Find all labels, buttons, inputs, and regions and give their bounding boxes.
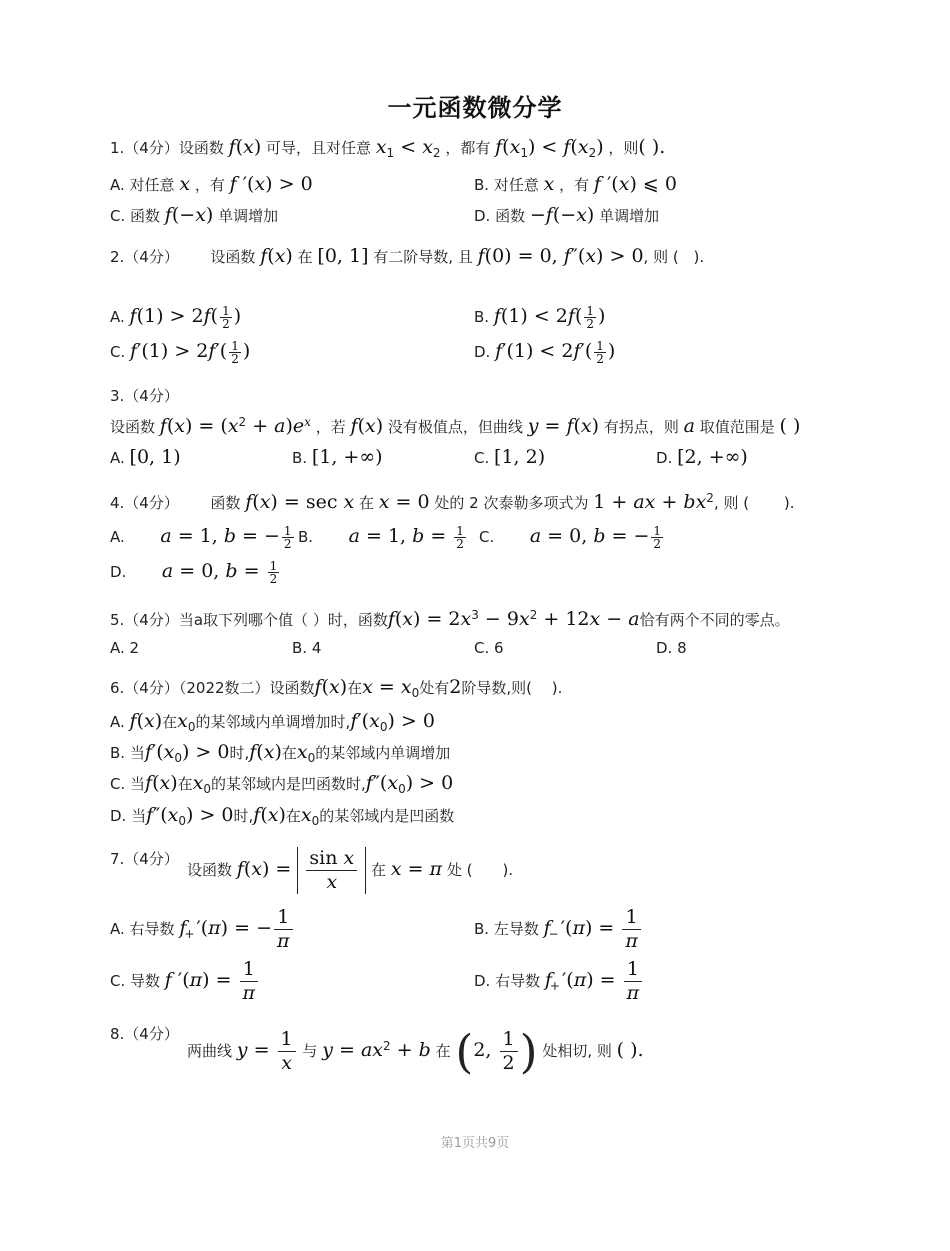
q7-option-c[interactable]: C. 导数 f ′(π) = $\frac{1}{\pi}$ <box>110 956 260 1005</box>
q7-option-b[interactable]: B. 左导数 $f_-$ ′(π) = $\frac{1}{\pi}$ <box>474 904 643 958</box>
q1-option-c[interactable]: C. 函数 f(−x) 单调增加 <box>110 204 279 226</box>
page-footer: 第1页共9页 <box>440 1136 510 1151</box>
question-7-number: 7.（4分） <box>110 850 179 868</box>
question-6-stem: 6.（4分）（2022数二）设函数f(x)在$x = x_0$处有2阶导数,则( ). <box>110 676 563 700</box>
q4-option-c[interactable]: C. a = 0, b = − $\frac{1}{2}$ <box>479 524 662 551</box>
q4-option-b[interactable]: B. a = 1, b = $\frac{1}{2}$ <box>298 524 464 551</box>
q2-option-d[interactable]: D. f′(1) < 2f′( $\frac{1}{2}$ ) <box>474 339 616 366</box>
q1-option-a[interactable]: A. 对任意 x ，有 f ′(x) > 0 <box>110 173 313 195</box>
q6-option-a[interactable]: A. f(x)在$x_0$的某邻域内单调增加时$,f'(x_0) > 0$ <box>110 710 435 734</box>
question-3-number: 3.（4分） <box>110 387 179 405</box>
question-8-stem: 两曲线 y = $\frac{1}{x}$ 与 $y = ax^2 + b$ 在 (2, $\frac{1}{2}$ ) 处相切, 则 ( ). <box>187 1024 644 1079</box>
q1-number: 1.（4分）设函数 <box>110 139 224 157</box>
question-3-stem: 设函数 $f(x) = (x^2 + a)e^x$ ，若 f(x) 没有极值点，但曲线 y = f(x) 有拐点，则 a 取值范围是 ( ) <box>110 415 801 437</box>
q6-option-d[interactable]: D. 当$f''(x_0) > 0$时,f(x)在$x_0$的某邻域内是凹函数 <box>110 804 455 828</box>
q5-option-c[interactable]: C. 6 <box>474 639 504 657</box>
question-1-stem: 1.（4分）设函数 f(x) 可导，且对任意 $x_1 < x_2$ ，都有 $f(x_1) < f(x_2)$ ，则( ). <box>110 136 666 160</box>
q7-option-a[interactable]: A. 右导数 $f_+$ ′(π) = − $\frac{1}{\pi}$ <box>110 904 295 958</box>
question-4-stem: 4.（4分） 函数 f(x) = sec x 在 x = 0 处的 2 次泰勒多项式为 1 + ax + $bx^2$, 则 ( ). <box>110 491 795 513</box>
question-5-stem: 5.（4分）当a取下列哪个值（ ）时，函数$f(x) = 2x^3 - 9x^2 + 12x - a$恰有两个不同的零点。 <box>110 608 790 630</box>
q7-option-d[interactable]: D. 右导数 $f_+$ ′(π) = $\frac{1}{\pi}$ <box>474 956 644 1010</box>
q4-option-a[interactable]: A. a = 1, b = − $\frac{1}{2}$ <box>110 524 292 551</box>
q5-option-b[interactable]: B. 4 <box>292 639 322 657</box>
q3-option-d[interactable]: D. [2, +∞) <box>656 446 748 468</box>
question-2-stem: 2.（4分） 设函数 f(x) 在 [0, 1] 有二阶导数, 且 f(0) = 0, f″(x) > 0, 则 ( ). <box>110 245 705 267</box>
q4-option-d[interactable]: D. a = 0, b = $\frac{1}{2}$ <box>110 559 278 586</box>
q2-option-c[interactable]: C. f′(1) > 2f′( $\frac{1}{2}$ ) <box>110 339 251 366</box>
q6-option-c[interactable]: C. 当f(x)在$x_0$的某邻域内是凹函数时$,f''(x_0) > 0$ <box>110 772 454 796</box>
q5-option-d[interactable]: D. 8 <box>656 639 687 657</box>
q1-text: 可导，且对任意 <box>266 139 372 157</box>
question-8-number: 8.（4分） <box>110 1025 179 1043</box>
question-7-stem: 设函数 f(x) = $\frac{\text{sin x}}{x}$ 在 x = π 处 ( ). <box>187 847 514 893</box>
q3-option-a[interactable]: A. [0, 1) <box>110 446 181 468</box>
q1-text: ，则 <box>608 139 639 157</box>
q3-option-b[interactable]: B. [1, +∞) <box>292 446 383 468</box>
q5-option-a[interactable]: A. 2 <box>110 639 140 657</box>
q1-text: ，都有 <box>445 139 491 157</box>
q1-option-d[interactable]: D. 函数 −f(−x) 单调增加 <box>474 204 660 226</box>
q2-option-a[interactable]: A. f(1) > 2f( $\frac{1}{2}$ ) <box>110 304 242 331</box>
math-expr: f <box>228 136 236 158</box>
q6-option-b[interactable]: B. 当$f'(x_0) > 0$时,f(x)在$x_0$的某邻域内单调增加 <box>110 741 451 765</box>
q2-option-b[interactable]: B. f(1) < 2f( $\frac{1}{2}$ ) <box>474 304 606 331</box>
page-title: 一元函数微分学 <box>387 94 563 122</box>
q3-option-c[interactable]: C. [1, 2) <box>474 446 546 468</box>
q1-option-b[interactable]: B. 对任意 x ，有 f ′(x) ⩽ 0 <box>474 173 677 195</box>
